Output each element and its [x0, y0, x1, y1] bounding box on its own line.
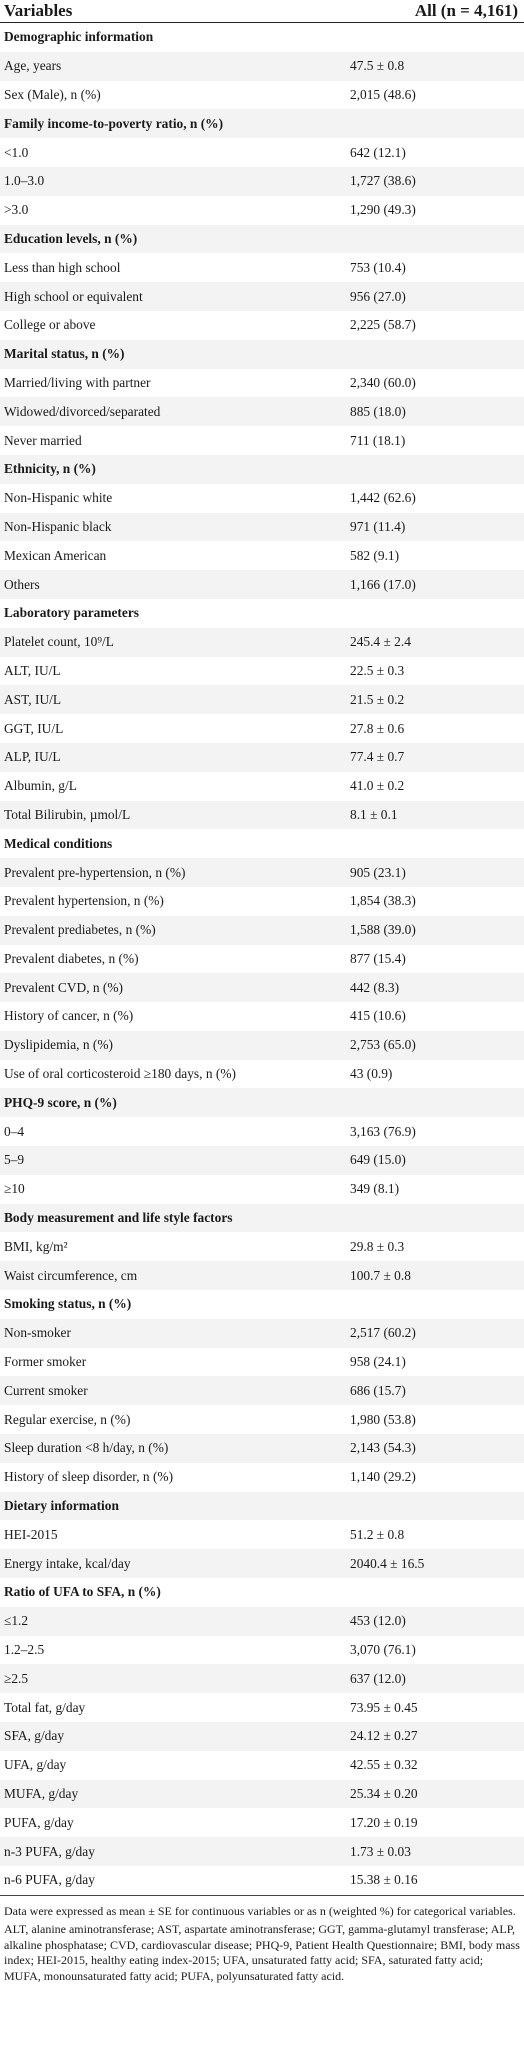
row-value: 1,442 (62.6) [350, 490, 416, 506]
row-label: Prevalent prediabetes, n (%) [4, 922, 156, 938]
table-row [0, 81, 524, 110]
table-row [0, 426, 524, 455]
row-value: 21.5 ± 0.2 [350, 691, 405, 707]
table-row [0, 397, 524, 426]
row-value: 42.55 ± 0.32 [350, 1757, 418, 1773]
section-row [0, 225, 524, 254]
row-label: Others [4, 576, 40, 592]
row-value: 2,225 (58.7) [350, 317, 416, 333]
table-row [0, 1664, 524, 1693]
row-label: UFA, g/day [4, 1757, 67, 1773]
row-value: 642 (12.1) [350, 144, 406, 160]
row-value: 1,980 (53.8) [350, 1411, 416, 1427]
row-value: 686 (15.7) [350, 1382, 406, 1398]
table-row [0, 311, 524, 340]
row-label: Married/living with partner [4, 374, 151, 390]
row-label: <1.0 [4, 144, 29, 160]
row-label: Prevalent CVD, n (%) [4, 979, 123, 995]
row-label: Total Bilirubin, µmol/L [4, 806, 131, 822]
row-value: 956 (27.0) [350, 288, 406, 304]
row-value: 25.34 ± 0.20 [350, 1786, 418, 1801]
row-value: 649 (15.0) [350, 1152, 406, 1168]
row-label: Regular exercise, n (%) [4, 1411, 131, 1427]
row-label: ≥10 [4, 1181, 25, 1197]
section-row [0, 109, 524, 138]
table-row [0, 138, 524, 167]
table-row [0, 858, 524, 887]
row-value: 100.7 ± 0.8 [350, 1267, 411, 1283]
table-row [0, 685, 524, 714]
row-label: History of cancer, n (%) [4, 1008, 134, 1024]
row-label: History of sleep disorder, n (%) [4, 1469, 174, 1485]
row-label: HEI-2015 [4, 1526, 58, 1542]
row-value: 3,070 (76.1) [350, 1642, 416, 1658]
row-value: 3,163 (76.9) [350, 1123, 416, 1139]
row-label: Albumin, g/L [4, 778, 77, 794]
row-label: Dyslipidemia, n (%) [4, 1037, 113, 1053]
row-value: 905 (23.1) [350, 864, 406, 880]
row-value: 1,166 (17.0) [350, 576, 416, 592]
row-label: Sleep duration <8 h/day, n (%) [4, 1440, 169, 1456]
row-value: 41.0 ± 0.2 [350, 778, 405, 794]
row-value: 582 (9.1) [350, 547, 400, 563]
row-value: 2,143 (54.3) [350, 1440, 416, 1456]
row-value: 442 (8.3) [350, 979, 400, 995]
row-label: ≥2.5 [4, 1670, 29, 1686]
row-value: 958 (24.1) [350, 1354, 406, 1370]
table-row [0, 714, 524, 743]
row-label: Medical conditions [4, 835, 113, 851]
section-row [0, 340, 524, 369]
row-value: 2040.4 ± 16.5 [350, 1555, 425, 1571]
row-value: 27.8 ± 0.6 [350, 720, 405, 736]
row-label: Use of oral corticosteroid ≥180 days, n (%) [4, 1066, 236, 1082]
row-value: 753 (10.4) [350, 259, 406, 275]
row-value: 711 (18.1) [350, 432, 406, 448]
row-value: 15.38 ± 0.16 [350, 1872, 418, 1888]
row-label: Platelet count, 10⁹/L [4, 634, 114, 650]
table-row [0, 973, 524, 1002]
row-label: Total fat, g/day [4, 1699, 86, 1715]
row-label: MUFA, g/day [4, 1786, 79, 1801]
row-label: ALT, IU/L [4, 662, 61, 678]
table-row [0, 1319, 524, 1348]
row-label: PUFA, g/day [4, 1814, 74, 1830]
table-row [0, 1607, 524, 1636]
row-label: Demographic information [4, 29, 154, 45]
row-value: 1,854 (38.3) [350, 893, 416, 909]
table-row [0, 1002, 524, 1031]
row-label: GGT, IU/L [4, 720, 64, 736]
table-row [0, 1549, 524, 1578]
row-value: 2,753 (65.0) [350, 1037, 416, 1053]
row-label: >3.0 [4, 202, 29, 218]
row-label: Sex (Male), n (%) [4, 86, 101, 102]
row-label: Ethnicity, n (%) [4, 461, 96, 477]
row-label: n-6 PUFA, g/day [4, 1872, 95, 1888]
row-label: Ratio of UFA to SFA, n (%) [4, 1584, 161, 1600]
table-row [0, 369, 524, 398]
table-row [0, 1780, 524, 1809]
table-row [0, 945, 524, 974]
footnote-line-2: ALT, alanine aminotransferase; AST, aspartate aminotransferase; GGT, gamma-glutamyl transferase; ALP, alkaline phosphatase; CVD, cardiovascular disease; PHQ-9, Patient Health Questionnaire; BMI, body mass index; HEI-2015, healthy eating index-2015; UFA, unsaturated fatty acid; SFA, saturated fatty acid; MUFA, monounsaturated fatty acid; PUFA, polyunsaturated fatty acid. [4, 1922, 520, 1983]
row-label: AST, IU/L [4, 691, 62, 707]
section-row [0, 23, 524, 52]
row-value: 415 (10.6) [350, 1008, 406, 1024]
section-row [0, 829, 524, 858]
table-row [0, 1434, 524, 1463]
row-label: Non-Hispanic black [4, 518, 112, 534]
table-row [0, 1808, 524, 1837]
row-label: SFA, g/day [4, 1728, 65, 1744]
table-row [0, 1837, 524, 1866]
row-label: Energy intake, kcal/day [4, 1555, 131, 1571]
table-row [0, 253, 524, 282]
row-label: College or above [4, 317, 96, 333]
row-value: 8.1 ± 0.1 [350, 806, 398, 822]
row-value: 637 (12.0) [350, 1670, 406, 1686]
table-row [0, 541, 524, 570]
row-value: 22.5 ± 0.3 [350, 662, 405, 678]
section-row [0, 1088, 524, 1117]
table-row [0, 282, 524, 311]
row-label: Marital status, n (%) [4, 346, 125, 362]
row-value: 971 (11.4) [350, 518, 406, 534]
row-value: 51.2 ± 0.8 [350, 1526, 405, 1542]
row-value: 245.4 ± 2.4 [350, 634, 411, 650]
table-row [0, 570, 524, 599]
table-row [0, 484, 524, 513]
table-row [0, 1031, 524, 1060]
row-label: Never married [4, 432, 82, 448]
row-label: 0–4 [4, 1123, 25, 1139]
section-row [0, 455, 524, 484]
row-value: 2,517 (60.2) [350, 1325, 416, 1341]
variables-header: Variables [4, 1, 73, 20]
row-label: High school or equivalent [4, 288, 143, 304]
table-row [0, 887, 524, 916]
row-value: 1,290 (49.3) [350, 202, 416, 218]
table-row [0, 916, 524, 945]
table-row [0, 1722, 524, 1751]
section-row [0, 599, 524, 628]
row-value: 1.73 ± 0.03 [350, 1843, 411, 1859]
row-value: 1,727 (38.6) [350, 173, 416, 189]
row-value: 43 (0.9) [350, 1066, 393, 1082]
table-footnote [0, 1896, 524, 1985]
row-label: Widowed/divorced/separated [4, 403, 161, 419]
table-row [0, 743, 524, 772]
table-row [0, 1405, 524, 1434]
row-label: Non-Hispanic white [4, 490, 113, 506]
row-value: 47.5 ± 0.8 [350, 58, 405, 74]
row-value: 2,340 (60.0) [350, 374, 416, 390]
row-value: 29.8 ± 0.3 [350, 1238, 405, 1254]
row-value: 453 (12.0) [350, 1613, 406, 1629]
row-value: 24.12 ± 0.27 [350, 1728, 418, 1744]
table-row [0, 1751, 524, 1780]
row-label: ALP, IU/L [4, 749, 61, 765]
table-row [0, 628, 524, 657]
table-row [0, 167, 524, 196]
table-row [0, 1146, 524, 1175]
row-label: Current smoker [4, 1382, 88, 1398]
table-row [0, 1463, 524, 1492]
row-label: n-3 PUFA, g/day [4, 1843, 95, 1859]
row-label: Prevalent pre-hypertension, n (%) [4, 864, 186, 880]
footnote-line-1: Data were expressed as mean ± SE for continuous variables or as n (weighted %) for categorical variables. [4, 1903, 516, 1918]
row-label: Less than high school [4, 259, 121, 275]
row-value: 2,015 (48.6) [350, 86, 416, 102]
table-header [0, 0, 524, 22]
table-row [0, 1261, 524, 1290]
row-label: Education levels, n (%) [4, 230, 138, 246]
table-row [0, 1175, 524, 1204]
row-label: Mexican American [4, 547, 107, 563]
row-value: 885 (18.0) [350, 403, 406, 419]
row-value: 73.95 ± 0.45 [350, 1699, 418, 1715]
section-row [0, 1492, 524, 1521]
row-value: 17.20 ± 0.19 [350, 1814, 418, 1830]
row-label: PHQ-9 score, n (%) [4, 1094, 117, 1110]
row-label: 1.0–3.0 [4, 173, 45, 189]
row-label: Family income-to-poverty ratio, n (%) [4, 115, 224, 131]
row-label: Body measurement and life style factors [4, 1210, 233, 1226]
all-header: All (n = 4,161) [414, 1, 518, 20]
row-label: 5–9 [4, 1152, 25, 1168]
table-row [0, 1636, 524, 1665]
row-label: Former smoker [4, 1354, 87, 1370]
table-row [0, 52, 524, 81]
table-row [0, 801, 524, 830]
row-label: BMI, kg/m² [4, 1238, 68, 1254]
table-body [0, 23, 524, 1895]
table-row [0, 1117, 524, 1146]
row-label: Waist circumference, cm [4, 1267, 138, 1283]
table-row [0, 513, 524, 542]
row-value: 1,588 (39.0) [350, 922, 416, 938]
row-label: Prevalent hypertension, n (%) [4, 893, 164, 909]
row-label: Smoking status, n (%) [4, 1296, 132, 1312]
row-label: Prevalent diabetes, n (%) [4, 950, 139, 966]
table-row [0, 1866, 524, 1895]
row-label: Dietary information [4, 1498, 119, 1514]
row-label: Non-smoker [4, 1325, 71, 1341]
row-value: 1,140 (29.2) [350, 1469, 416, 1485]
table-row [0, 1348, 524, 1377]
table-row [0, 1060, 524, 1089]
table-row [0, 1693, 524, 1722]
table-row [0, 1232, 524, 1261]
row-value: 877 (15.4) [350, 950, 406, 966]
row-label: Laboratory parameters [4, 605, 139, 621]
table-row [0, 1376, 524, 1405]
table-row [0, 1520, 524, 1549]
row-label: Age, years [4, 58, 62, 74]
row-value: 77.4 ± 0.7 [350, 749, 405, 765]
section-row [0, 1578, 524, 1607]
table-row [0, 657, 524, 686]
row-value: 349 (8.1) [350, 1181, 400, 1197]
table-row [0, 772, 524, 801]
section-row [0, 1290, 524, 1319]
row-label: ≤1.2 [4, 1613, 29, 1629]
section-row [0, 1204, 524, 1233]
row-label: 1.2–2.5 [4, 1642, 45, 1658]
table-row [0, 196, 524, 225]
